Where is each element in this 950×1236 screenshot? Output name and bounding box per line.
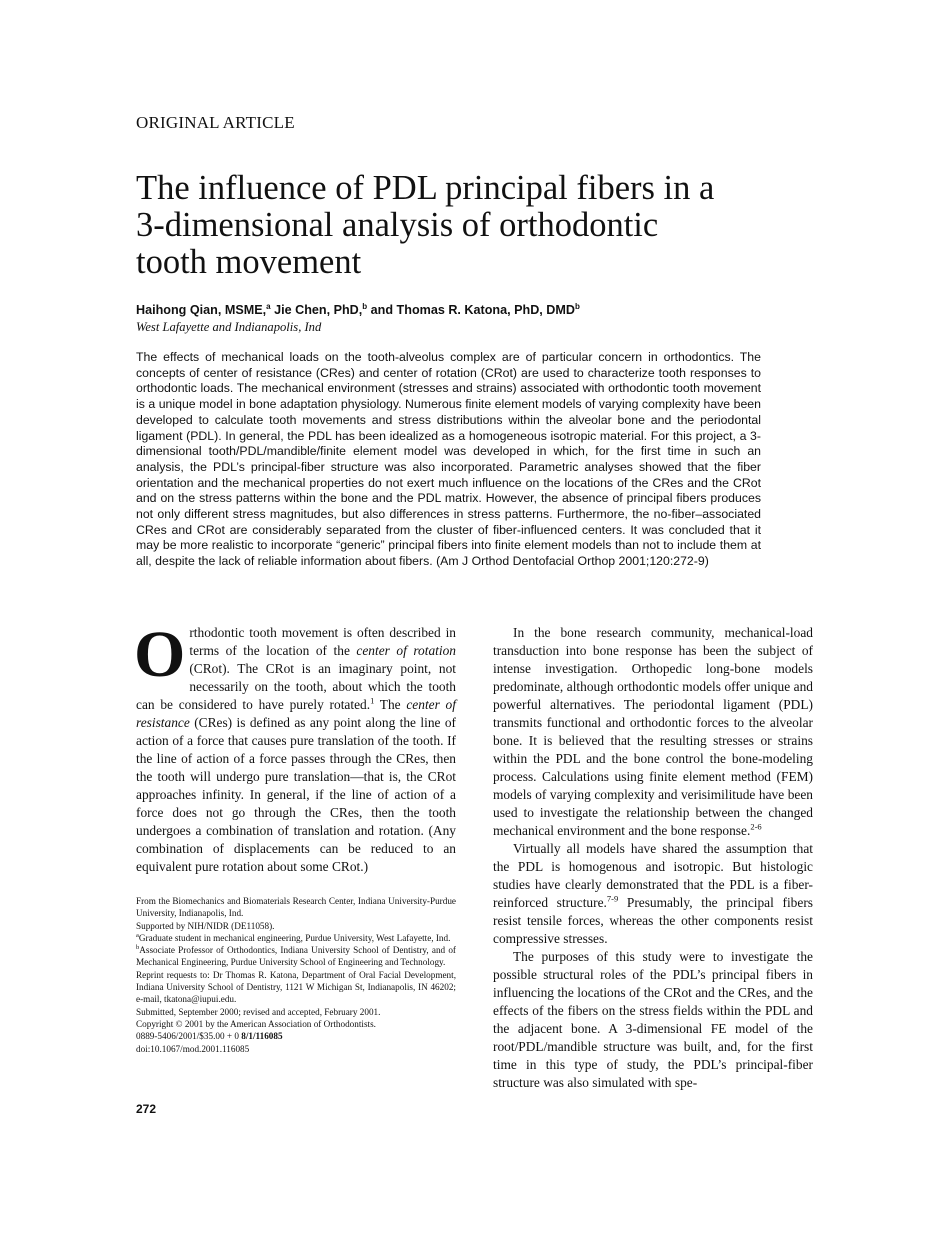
- footnote-text: Graduate student in mechanical engineering, Purdue University, West Lafayette, Ind.: [138, 932, 451, 943]
- footnote: [136, 944, 456, 969]
- body-text: (CRes) is defined as any point along the line of action of a force that causes pure translation of the tooth. If the line of action of a force passes through the CRes, then the tooth will undergo pure translation—that is, the CRot approaches infinity. In general, if the line of action of a force does not go through the CRes, then the tooth undergoes a combination of translation and rotation. (Any combination of displacements can be reduced to an equivalent pure rotation about some CRot.): [136, 715, 456, 874]
- affiliation: West Lafayette and Indianapolis, Ind: [136, 320, 322, 334]
- footnote-mark: b: [136, 944, 140, 952]
- title-line: The influence of PDL principal fibers in a: [136, 169, 715, 207]
- abstract: The effects of mechanical loads on the tooth-alveolus complex are of particular concern in orthodontics. The concepts of center of resistance (CRes) and center of rotation (CRot) are used to characterize tooth responses to orthodontic loads. The mechanical environment (stresses and strains) associated with orthodontic tooth movement is a unique model in bone adaptation physiology. Numerous finite element models of varying complexity have been developed to calculate tooth movements and stress distributions within the alveolar bone and the periodontal ligament (PDL). In general, the PDL has been idealized as a homogeneous isotropic material. For this project, a 3-dimensional tooth/PDL/mandible/finite element model was developed in which, for the first time in such an analysis, the PDL’s principal-fiber structure was also incorporated. Parametric analyses showed that the fiber orientation and the mechanical properties do not exert much influence on the locations of the CRes and the CRot and on the stress patterns within the bone and the PDL matrix. However, the absence of principal fibers produces not only different stress magnitudes, but also differences in stress patterns. Furthermore, the no-fiber–associated CRes and CRot are considerably separated from the cluster of fiber-influenced centers. It was concluded that it may be more realistic to incorporate “generic” principal fibers into finite element models than not to include them at all, despite the lack of reliable information about fibers. (Am J Orthod Dentofacial Orthop 2001;120:272-9): [136, 350, 761, 569]
- author-name: and Thomas R. Katona, PhD, DMD: [367, 303, 575, 318]
- footnote: Submitted, September 2000; revised and accepted, February 2001.: [136, 1006, 381, 1017]
- title-line: tooth movement: [136, 243, 362, 281]
- citation-ref[interactable]: 2-6: [750, 821, 762, 832]
- drop-cap: O: [134, 618, 186, 691]
- author-name: Haihong Qian, MSME,: [136, 303, 267, 318]
- body-text: rthodontic tooth movement is often described in terms of the location of the: [189, 625, 456, 658]
- footnote: Copyright © 2001 by the American Association of Orthodontists.: [136, 1018, 376, 1029]
- author-affiliation-mark: b: [362, 302, 368, 311]
- issn-text: 0889-5406/2001/$35.00 + 0: [136, 1031, 242, 1042]
- author-affiliation-mark: b: [574, 302, 580, 311]
- footnote-mark: a: [136, 931, 139, 939]
- section-label: ORIGINAL ARTICLE: [136, 113, 295, 132]
- body-text: (CRot). The CRot is an imaginary point, not necessarily on the tooth, about which the tooth can be considered to have purely rotated.: [136, 661, 456, 712]
- body-text: Presumably, the principal fibers resist tensile forces, whereas the other components resist compressive stresses.: [493, 895, 813, 946]
- citation-ref[interactable]: 1: [370, 695, 375, 706]
- footnote-text: Associate Professor of Orthodontics, Indiana University School of Dentistry, and of Mechanical Engineering, Purdue University School of Engineering and Technology.: [136, 945, 456, 968]
- body-paragraph: [493, 840, 813, 948]
- article-title: [136, 170, 796, 281]
- body-paragraph: [134, 618, 457, 876]
- emphasis-term: center of resistance: [136, 697, 456, 730]
- citation-ref[interactable]: 7-9: [606, 893, 619, 904]
- author-affiliation-mark: a: [266, 302, 271, 311]
- title-line: 3-dimensional analysis of orthodontic: [136, 206, 659, 244]
- footnotes: [136, 895, 456, 1055]
- body-text: Virtually all models have shared the assumption that the PDL is homogenous and isotropic. But histologic studies have clearly demonstrated that the PDL is a fiber-reinforced structure.: [493, 841, 813, 910]
- footnote: From the Biomechanics and Biomaterials Research Center, Indiana University-Purdue University, Indianapolis, Ind.: [136, 896, 456, 919]
- article-code: 8/1/116085: [241, 1031, 283, 1042]
- page-number: 272: [136, 1102, 157, 1116]
- body-text: In the bone research community, mechanical-load transduction into bone response has been the subject of intense investigation. Orthopedic long-bone models predominate, although orthodontic models offer unique and powerful alternatives. The periodontal ligament (PDL) transmits functional and orthodontic forces to the alveolar bone. It is believed that the resulting stresses or strains within the PDL and the bone control the bone-modeling process. Calculations using finite element method (FEM) models of varying complexity and verisimilitude have been used to investigate the relationship between the changed mechanical environment and the bone response.: [493, 625, 813, 838]
- body-paragraph: [493, 624, 813, 840]
- doi: doi:10.1067/mod.2001.116085: [136, 1043, 250, 1054]
- footnote: Reprint requests to: Dr Thomas R. Katona, Department of Oral Facial Development, Indiana University School of Dentistry, 1121 W Michigan St, Indianapolis, IN 46202; e-mail, tkatona@iupui.edu.: [136, 969, 456, 1005]
- body-column-right: [493, 624, 813, 1092]
- body-text: The: [374, 697, 407, 712]
- footnote: [136, 1030, 456, 1042]
- emphasis-term: center of rotation: [356, 643, 457, 658]
- author-list: [136, 302, 580, 317]
- footnote: [136, 932, 456, 944]
- body-paragraph: The purposes of this study were to investigate the possible structural roles of the PDL’s principal fibers in influencing the locations of the CRot and the CRes, and the effects of the fibers on the stress fields within the PDL and the adjacent bone. A 3-dimensional FE model of the root/PDL/mandible structure was built, and, for the first time in this type of study, the PDL’s principal-fiber structure was also simulated with spe-: [493, 949, 813, 1090]
- body-column-left: [134, 618, 457, 876]
- author-name: Jie Chen, PhD,: [270, 303, 363, 318]
- footnote: Supported by NIH/NIDR (DE11058).: [136, 920, 275, 931]
